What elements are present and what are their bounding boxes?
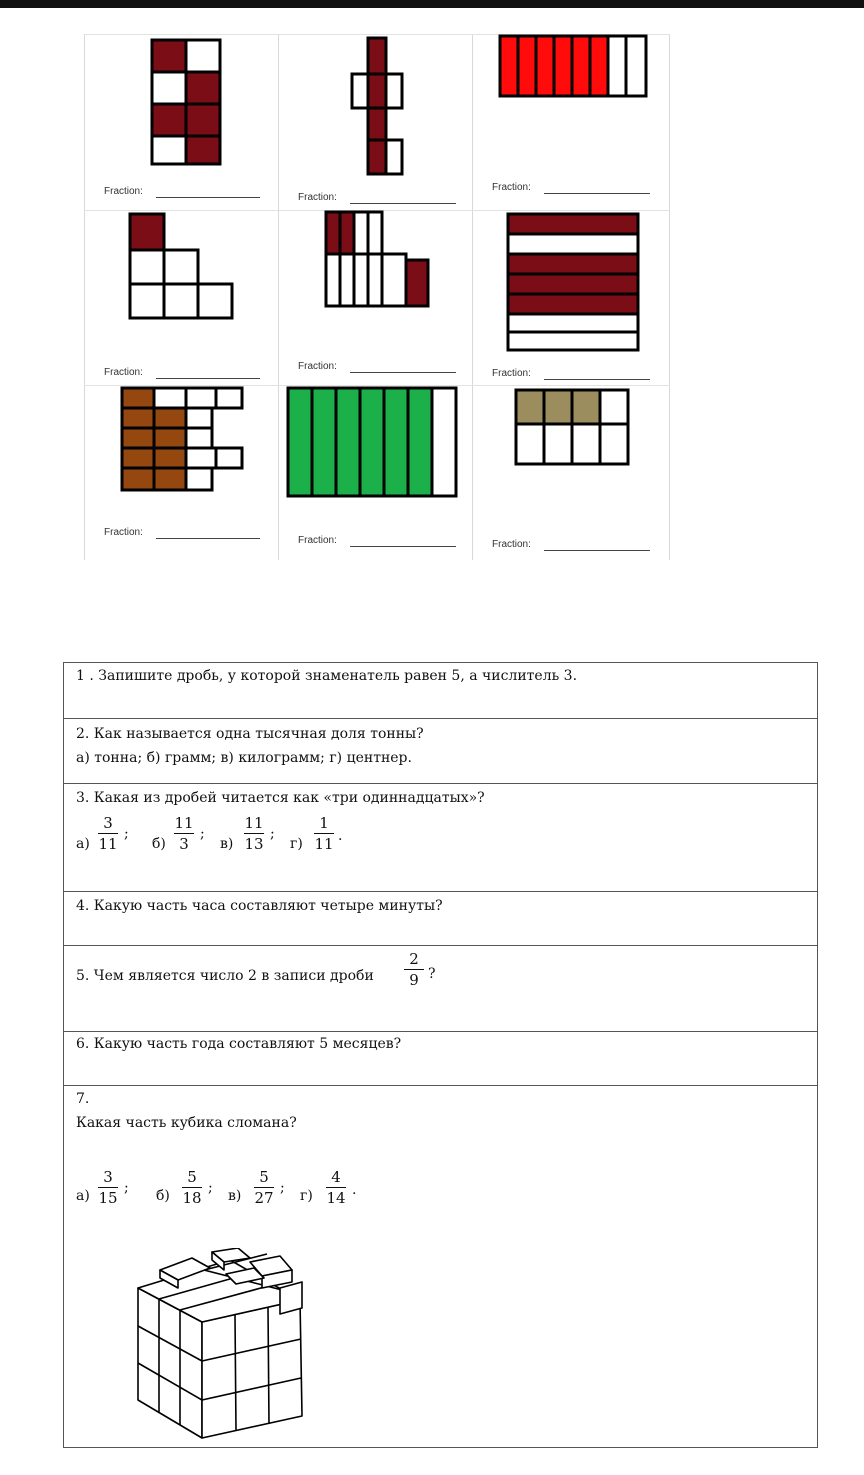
fraction-shapes [84,34,670,560]
questions-table [63,662,818,1448]
option-separator: . [352,1182,357,1198]
option-fraction[interactable]: 3 11 [98,814,118,853]
question-2-options: а) тонна; б) грамм; в) килограмм; г) центнер. [76,750,412,766]
fraction-label: Fraction: [298,535,337,546]
option-separator: . [338,828,343,844]
question-row-7 [64,1086,817,1447]
top-bar [0,0,864,8]
option-letter: б) [156,1188,170,1204]
option-letter: г) [290,836,303,852]
question-5-mark: ? [428,966,436,982]
option-fraction[interactable]: 11 3 [174,814,194,853]
option-letter: а) [76,1188,90,1204]
option-fraction[interactable]: 3 15 [98,1168,118,1207]
question-row-5 [64,946,817,1032]
question-7-text: Какая часть кубика сломана? [76,1115,297,1131]
option-fraction[interactable]: 5 18 [182,1168,202,1207]
question-row-3 [64,784,817,892]
option-letter: г) [300,1188,313,1204]
fraction-label: Fraction: [492,368,531,379]
option-fraction[interactable]: 4 14 [326,1168,346,1207]
option-separator: ; [280,1180,285,1196]
fraction-label: Fraction: [492,539,531,550]
question-3-text: 3. Какая из дробей читается как «три одиннадцатых»? [76,790,485,806]
question-row-2 [64,719,817,784]
question-4-text: 4. Какую часть часа составляют четыре минуты? [76,898,443,914]
option-separator: ; [124,826,129,842]
option-separator: ; [124,1180,129,1196]
fraction-label: Fraction: [104,186,143,197]
option-fraction[interactable]: 5 27 [254,1168,274,1207]
question-row-1 [64,663,817,719]
fraction-label: Fraction: [104,367,143,378]
fraction-label: Fraction: [104,527,143,538]
question-2-text: 2. Как называется одна тысячная доля тонны? [76,726,424,742]
question-row-6 [64,1032,817,1086]
fraction-label: Fraction: [298,192,337,203]
option-separator: ; [208,1180,213,1196]
broken-cube-illustration [130,1248,320,1444]
fraction-label: Fraction: [492,182,531,193]
option-letter: в) [220,836,234,852]
question-row-4 [64,892,817,946]
question-5-text: 5. Чем является число 2 в записи дроби [76,968,374,984]
option-separator: ; [270,826,275,842]
question-1-text: 1 . Запишите дробь, у которой знаменатель равен 5, а числитель 3. [76,668,578,684]
option-separator: ; [200,826,205,842]
question-6-text: 6. Какую часть года составляют 5 месяцев? [76,1036,402,1052]
option-letter: а) [76,836,90,852]
option-fraction[interactable]: 1 11 [314,814,334,853]
option-letter: в) [228,1188,242,1204]
fraction-label: Fraction: [298,361,337,372]
option-fraction[interactable]: 11 13 [244,814,264,853]
option-letter: б) [152,836,166,852]
fraction-worksheet [84,34,670,560]
question-7-number: 7. [76,1091,90,1107]
question-5-fraction: 2 9 [400,950,428,989]
